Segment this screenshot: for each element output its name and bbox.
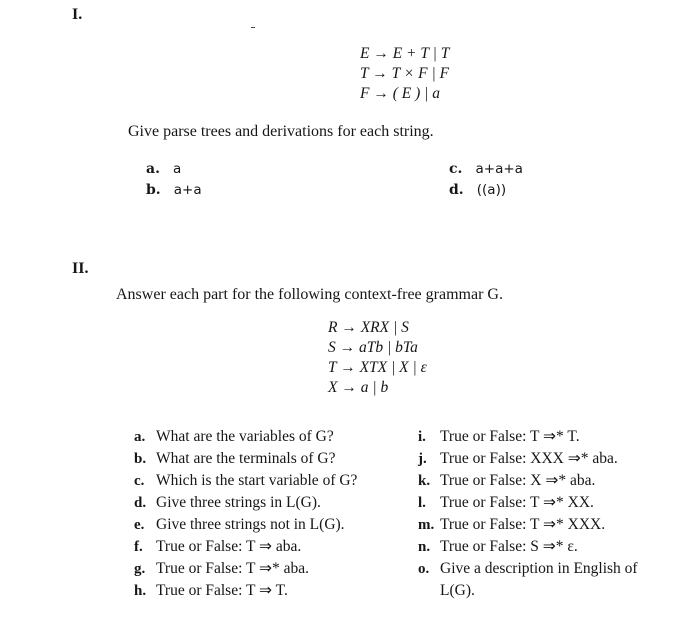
item-label: d. <box>134 495 147 511</box>
question-text: What are the terminals of G? <box>156 450 336 467</box>
question-item <box>418 492 638 514</box>
question-text: L(G). <box>440 582 475 599</box>
question-text: What are the variables of G? <box>156 428 334 445</box>
grammar-2-rule: S → aTb | bTa <box>328 339 418 356</box>
item-label: e. <box>134 517 145 533</box>
question-item <box>418 558 638 580</box>
item-string: a+a <box>173 182 202 198</box>
item-label: d. <box>449 182 464 198</box>
question-text: True or False: T ⇒* XX. <box>440 494 594 511</box>
item-label: m. <box>418 517 435 533</box>
item-label: b. <box>134 451 147 467</box>
question-item <box>418 514 638 536</box>
item-label: n. <box>418 539 431 555</box>
item-label: k. <box>418 473 431 489</box>
question-text: True or False: X ⇒* aba. <box>440 472 596 489</box>
section-1-item-d <box>449 179 506 198</box>
item-string: a <box>173 161 182 177</box>
question-item <box>418 426 638 448</box>
section-2-numeral: II. <box>72 260 89 277</box>
item-label: i. <box>418 429 426 445</box>
section-2-prompt: Answer each part for the following context-free grammar G. <box>116 286 503 303</box>
section-1-item-b <box>146 179 202 198</box>
section-1-numeral: I. <box>72 6 83 23</box>
question-item <box>134 470 357 492</box>
question-text: True or False: XXX ⇒* aba. <box>440 450 618 467</box>
item-label: j. <box>418 451 427 467</box>
question-item <box>418 580 638 602</box>
section-2-left-column <box>134 426 357 602</box>
question-text: Give three strings not in L(G). <box>156 516 345 533</box>
item-string: ((a)) <box>476 182 507 198</box>
item-label: c. <box>449 161 463 177</box>
question-item <box>134 426 357 448</box>
question-item <box>134 536 357 558</box>
grammar-1-rule: F → ( E ) | a <box>360 85 441 102</box>
item-label: b. <box>146 182 161 198</box>
question-text: True or False: T ⇒* T. <box>440 428 580 445</box>
grammar-1-rule: E → E + T | T <box>360 45 450 62</box>
section-1-item-c <box>449 158 523 177</box>
question-item <box>418 536 638 558</box>
section-1-item-a <box>146 158 181 177</box>
item-label: g. <box>134 561 146 577</box>
question-text: Give a description in English of <box>440 560 638 577</box>
question-text: True or False: S ⇒* ε. <box>440 538 578 555</box>
item-string: a+a+a <box>475 161 523 177</box>
item-label: o. <box>418 561 430 577</box>
question-item <box>418 470 638 492</box>
section-1-prompt: Give parse trees and derivations for each string. <box>128 123 434 140</box>
section-2-right-column <box>418 426 638 602</box>
question-item <box>134 558 357 580</box>
question-item <box>134 448 357 470</box>
grammar-2-rule: R → XRX | S <box>328 319 409 336</box>
question-item <box>134 514 357 536</box>
item-label: a. <box>146 161 160 177</box>
stray-mark <box>251 27 255 28</box>
item-label: f. <box>134 539 143 555</box>
question-text: Which is the start variable of G? <box>156 472 358 489</box>
grammar-1 <box>360 44 449 104</box>
item-label: l. <box>418 495 426 511</box>
question-text: Give three strings in L(G). <box>156 494 321 511</box>
question-text: True or False: T ⇒ T. <box>156 582 288 599</box>
item-label: c. <box>134 473 145 489</box>
question-text: True or False: T ⇒* XXX. <box>440 516 606 533</box>
grammar-2-rule: T → XTX | X | ε <box>328 359 427 376</box>
item-label: h. <box>134 583 147 599</box>
question-text: True or False: T ⇒ aba. <box>156 538 302 555</box>
question-item <box>418 448 638 470</box>
question-item <box>134 580 357 602</box>
grammar-1-rule: T → T × F | F <box>360 65 450 82</box>
question-item <box>134 492 357 514</box>
question-text: True or False: T ⇒* aba. <box>156 560 310 577</box>
item-label: a. <box>134 429 146 445</box>
grammar-2 <box>328 318 427 398</box>
grammar-2-rule: X → a | b <box>328 379 389 396</box>
